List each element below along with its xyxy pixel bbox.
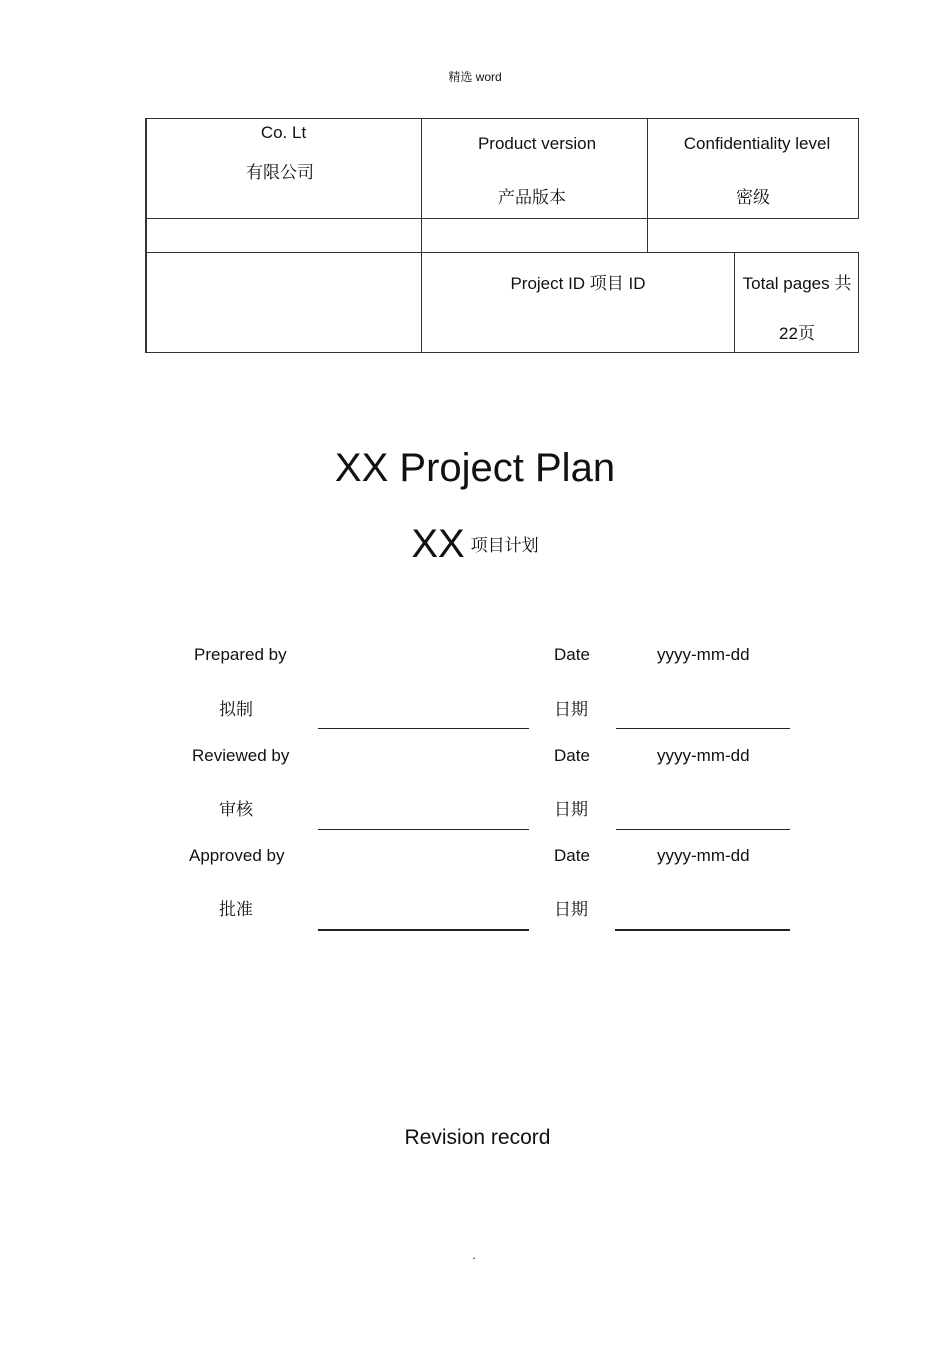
confidentiality-label: Confidentiality level: [683, 134, 831, 153]
company-name-cn: 有限公司: [246, 163, 314, 182]
approved-by-signature-line[interactable]: [318, 929, 529, 931]
approved-by-label: Approved by: [189, 846, 285, 865]
company-name-en: Co. Lt: [260, 123, 307, 142]
approved-date-label: Date: [554, 846, 590, 865]
product-version-label: Product version: [477, 134, 597, 153]
approved-date-label-cn: 日期: [554, 900, 588, 919]
document-subtitle: [0, 522, 950, 567]
prepared-date-label: Date: [554, 645, 590, 664]
prepared-date-line[interactable]: [616, 728, 790, 729]
reviewed-date-label-cn: 日期: [554, 800, 588, 819]
header-note: 精选 word: [448, 70, 502, 84]
approved-date-value: yyyy-mm-dd: [657, 846, 750, 865]
prepared-by-label: Prepared by: [194, 645, 287, 664]
document-title: XX Project Plan: [334, 446, 616, 490]
document-subtitle-cn: 项目计划: [470, 536, 539, 555]
table-border-top: [145, 118, 859, 119]
total-pages-label: Total pages 共: [742, 274, 852, 293]
prepared-by-label-cn: 拟制: [219, 700, 253, 719]
reviewed-date-value: yyyy-mm-dd: [657, 746, 750, 765]
approved-by-label-cn: 批准: [219, 900, 253, 919]
footer-mark: .: [472, 1248, 476, 1262]
reviewed-by-label-cn: 审核: [219, 800, 253, 819]
table-border-bottom: [145, 352, 859, 353]
document-subtitle-prefix: XX: [411, 522, 465, 566]
prepared-date-label-cn: 日期: [554, 700, 588, 719]
prepared-date-value: yyyy-mm-dd: [657, 645, 750, 664]
reviewed-date-line[interactable]: [616, 829, 790, 830]
reviewed-by-label: Reviewed by: [192, 746, 290, 765]
project-id-label: Project ID 项目 ID: [510, 274, 646, 293]
total-pages-value: 22页: [779, 324, 815, 343]
product-version-label-cn: 产品版本: [498, 188, 566, 207]
reviewed-by-signature-line[interactable]: [318, 829, 529, 830]
confidentiality-label-cn: 密级: [736, 188, 770, 207]
prepared-by-signature-line[interactable]: [318, 728, 529, 729]
approved-date-line[interactable]: [615, 929, 790, 931]
table-border-left: [145, 118, 147, 353]
table-divider-2: [145, 252, 859, 253]
reviewed-date-label: Date: [554, 746, 590, 765]
table-divider-1: [145, 218, 859, 219]
revision-record-heading: Revision record: [404, 1126, 551, 1149]
